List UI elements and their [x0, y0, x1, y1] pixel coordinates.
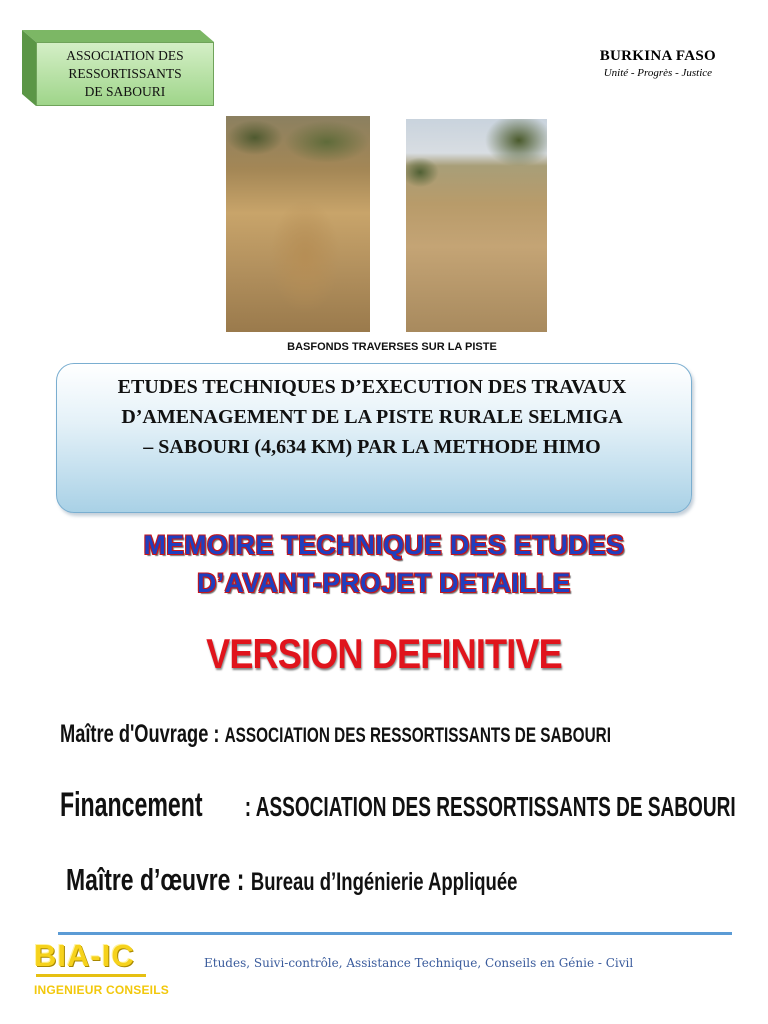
country-header	[600, 48, 716, 79]
maitre-ouvrage-label: Maître d'Ouvrage :	[60, 720, 220, 748]
maitre-oeuvre-value: Bureau d’Ingénierie Appliquée	[250, 868, 518, 896]
country-motto: Unité - Progrès - Justice	[603, 67, 713, 79]
photo-basfond-left	[226, 116, 370, 332]
association-box-face	[36, 42, 214, 106]
maitre-ouvrage-row	[60, 720, 611, 749]
project-title-line-1: ETUDES TECHNIQUES D’EXECUTION DES TRAVAUX	[117, 376, 627, 398]
maitre-oeuvre-label: Maître d’œuvre :	[66, 862, 245, 897]
version-label: VERSION DEFINITIVE	[206, 630, 562, 677]
footer-divider	[58, 932, 732, 935]
logo-subtitle: INGENIEUR CONSEILS	[34, 983, 169, 997]
maitre-oeuvre-row	[66, 862, 517, 898]
country-name: BURKINA FASO	[599, 48, 716, 64]
association-box	[22, 30, 214, 106]
financement-row	[60, 786, 736, 825]
financement-label: Financement	[60, 786, 203, 824]
photo-caption: BASFONDS TRAVERSES SUR LA PISTE	[287, 341, 497, 353]
logo-underline	[36, 974, 146, 977]
maitre-ouvrage-value: ASSOCIATION DES RESSORTISSANTS DE SABOURI	[224, 724, 612, 747]
association-box-top	[22, 30, 214, 42]
association-line-2: RESSORTISSANTS	[68, 66, 182, 81]
project-title	[62, 372, 682, 462]
bia-ic-logo: BIA-IC	[34, 938, 135, 973]
project-title-line-3: – SABOURI (4,634 KM) PAR LA METHODE HIMO	[143, 436, 601, 458]
photo-basfond-right	[406, 119, 547, 332]
association-line-3: DE SABOURI	[84, 84, 166, 99]
association-line-1: ASSOCIATION DES	[66, 48, 184, 63]
financement-value: : ASSOCIATION DES RESSORTISSANTS DE SABOURI	[244, 791, 736, 822]
footer-services: Etudes, Suivi-contrôle, Assistance Technique, Conseils en Génie - Civil	[204, 956, 634, 970]
memoire-line-2: D’AVANT-PROJET DETAILLE	[197, 568, 571, 598]
association-box-side	[22, 30, 36, 106]
project-title-line-2: D’AMENAGEMENT DE LA PISTE RURALE SELMIGA	[121, 406, 623, 428]
memoire-heading	[0, 526, 768, 602]
memoire-line-1: MEMOIRE TECHNIQUE DES ETUDES	[143, 530, 625, 560]
